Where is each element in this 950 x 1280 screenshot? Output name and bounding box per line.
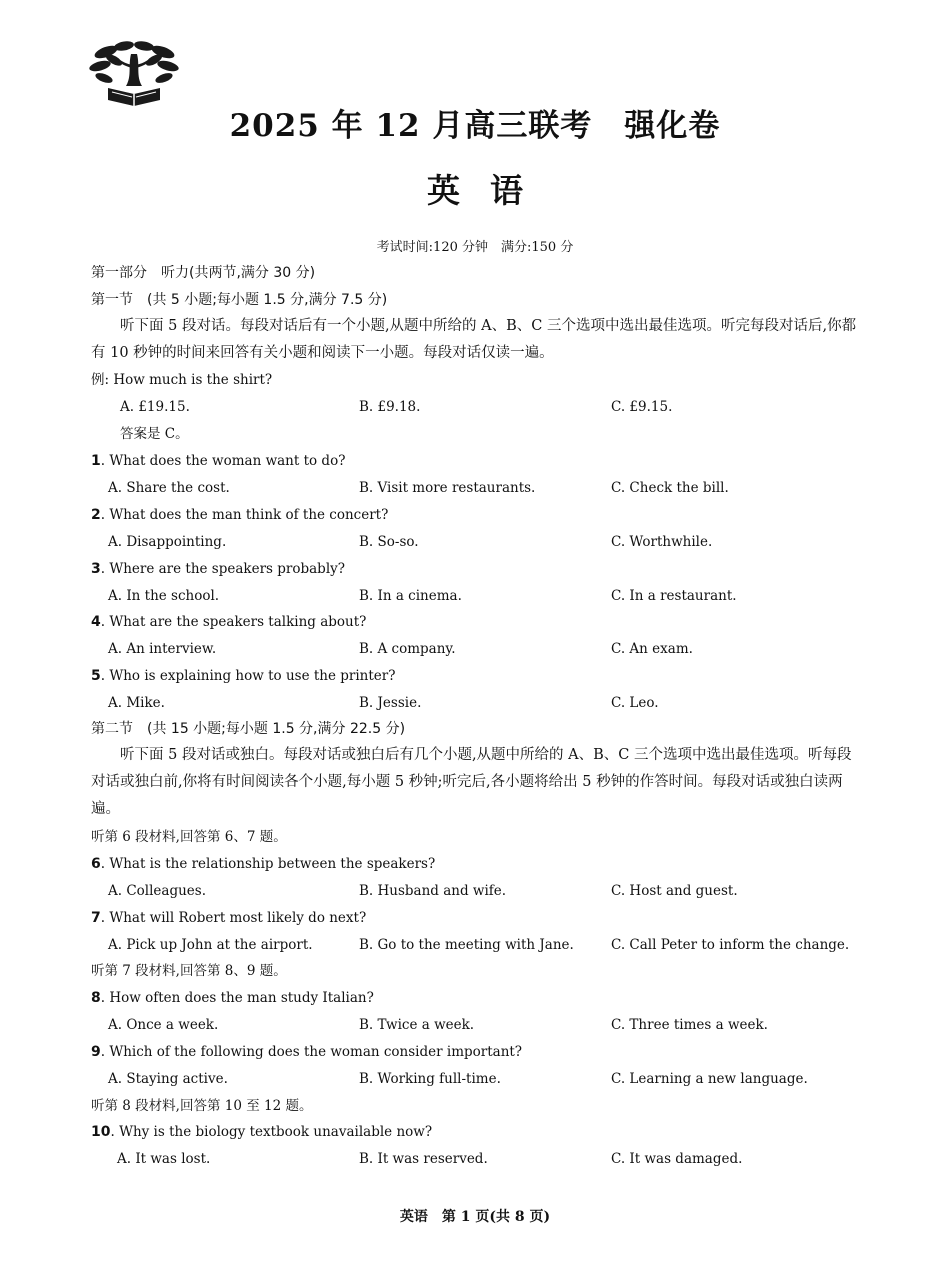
option-c: C. Three times a week. <box>611 1017 768 1033</box>
option-b: B. Go to the meeting with Jane. <box>359 937 574 953</box>
example-option-b: B. £9.18. <box>359 399 421 415</box>
question <box>91 451 345 471</box>
option-a: A. Pick up John at the airport. <box>108 937 313 953</box>
question <box>91 988 374 1008</box>
question <box>91 908 366 928</box>
option-c: C. Host and guest. <box>611 883 738 899</box>
section1-instructions: 听下面 5 段对话。每段对话后有一个小题,从题中所给的 A、B、C 三个选项中选出最佳选项。听完每段对话后,你都有 10 秒钟的时间来回答有关小题和阅读下一小题。每段对话仅读一遍。 <box>91 318 857 361</box>
question-text: . What are the speakers talking about? <box>100 614 367 630</box>
option-a: A. Mike. <box>108 695 165 711</box>
question-text: . What is the relationship between the speakers? <box>100 856 436 872</box>
option-c: C. Check the bill. <box>611 480 729 496</box>
question <box>91 1042 522 1062</box>
question <box>91 612 366 632</box>
question-number: 1 <box>91 453 101 469</box>
option-c: C. An exam. <box>611 641 693 657</box>
material-note: 听第 7 段材料,回答第 8、9 题。 <box>91 963 287 979</box>
option-b: B. It was reserved. <box>359 1151 488 1167</box>
question-number: 3 <box>91 561 101 577</box>
option-b: B. So-so. <box>359 534 419 550</box>
option-a: A. Disappointing. <box>108 534 227 550</box>
option-a: A. It was lost. <box>117 1151 211 1167</box>
page-footer: 英语 第 1 页(共 8 页) <box>399 1209 551 1225</box>
question <box>91 854 435 874</box>
question-text: . Why is the biology textbook unavailable now? <box>110 1124 433 1140</box>
question <box>91 666 395 686</box>
option-b: B. Working full-time. <box>359 1071 501 1087</box>
option-a: A. Staying active. <box>108 1071 228 1087</box>
subject-title: 英语 <box>427 171 553 210</box>
question-number: 6 <box>91 856 101 872</box>
question-text: . Where are the speakers probably? <box>100 561 345 577</box>
question-number: 2 <box>91 507 101 523</box>
question-number: 9 <box>91 1044 101 1060</box>
question-text: . Which of the following does the woman consider important? <box>100 1044 523 1060</box>
option-a: A. Share the cost. <box>108 480 230 496</box>
section2-heading: 第二节 (共 15 小题;每小题 1.5 分,满分 22.5 分) <box>91 721 406 737</box>
section2-instructions: 听下面 5 段对话或独白。每段对话或独白后有几个小题,从题中所给的 A、B、C 三个选项中选出最佳选项。听每段对话或独白前,你将有时间阅读各个小题,每小题 5 秒钟;听完后,各小题将给出 5 秒钟的作答时间。每段对话或独白读两遍。 <box>91 747 852 817</box>
question-number: 4 <box>91 614 101 630</box>
question-text: . What does the woman want to do? <box>100 453 346 469</box>
example-question: 例: How much is the shirt? <box>91 372 273 388</box>
question-number: 7 <box>91 910 101 926</box>
option-b: B. Husband and wife. <box>359 883 507 899</box>
option-b: B. In a cinema. <box>359 588 462 604</box>
example-answer: 答案是 C。 <box>120 426 189 442</box>
option-a: A. Once a week. <box>108 1017 219 1033</box>
question-text: . How often does the man study Italian? <box>100 990 374 1006</box>
option-b: B. Jessie. <box>359 695 422 711</box>
material-note: 听第 6 段材料,回答第 6、7 题。 <box>91 829 287 845</box>
question <box>91 559 345 579</box>
question-number: 8 <box>91 990 101 1006</box>
option-c: C. Call Peter to inform the change. <box>611 937 850 953</box>
option-a: A. Colleagues. <box>108 883 207 899</box>
exam-title: 2025 年 12 月高三联考 强化卷 <box>229 108 721 144</box>
example-option-a: A. £19.15. <box>120 399 190 415</box>
option-b: B. Twice a week. <box>359 1017 475 1033</box>
question <box>91 1122 432 1142</box>
question-text: . What will Robert most likely do next? <box>100 910 367 926</box>
question <box>91 505 388 525</box>
option-b: B. Visit more restaurants. <box>359 480 536 496</box>
question-number: 10 <box>91 1124 111 1140</box>
material-note: 听第 8 段材料,回答第 10 至 12 题。 <box>91 1098 313 1114</box>
example-option-c: C. £9.15. <box>611 399 673 415</box>
option-c: C. Worthwhile. <box>611 534 713 550</box>
option-c: C. It was damaged. <box>611 1151 743 1167</box>
question-number: 5 <box>91 668 101 684</box>
option-c: C. Leo. <box>611 695 659 711</box>
part1-heading: 第一部分 听力(共两节,满分 30 分) <box>91 265 316 281</box>
option-a: A. An interview. <box>108 641 217 657</box>
option-a: A. In the school. <box>108 588 220 604</box>
question-text: . Who is explaining how to use the printer? <box>100 668 396 684</box>
exam-info: 考试时间:120 分钟 满分:150 分 <box>376 240 574 255</box>
option-b: B. A company. <box>359 641 456 657</box>
option-c: C. In a restaurant. <box>611 588 737 604</box>
option-c: C. Learning a new language. <box>611 1071 808 1087</box>
section1-heading: 第一节 (共 5 小题;每小题 1.5 分,满分 7.5 分) <box>91 292 388 308</box>
question-text: . What does the man think of the concert? <box>100 507 389 523</box>
